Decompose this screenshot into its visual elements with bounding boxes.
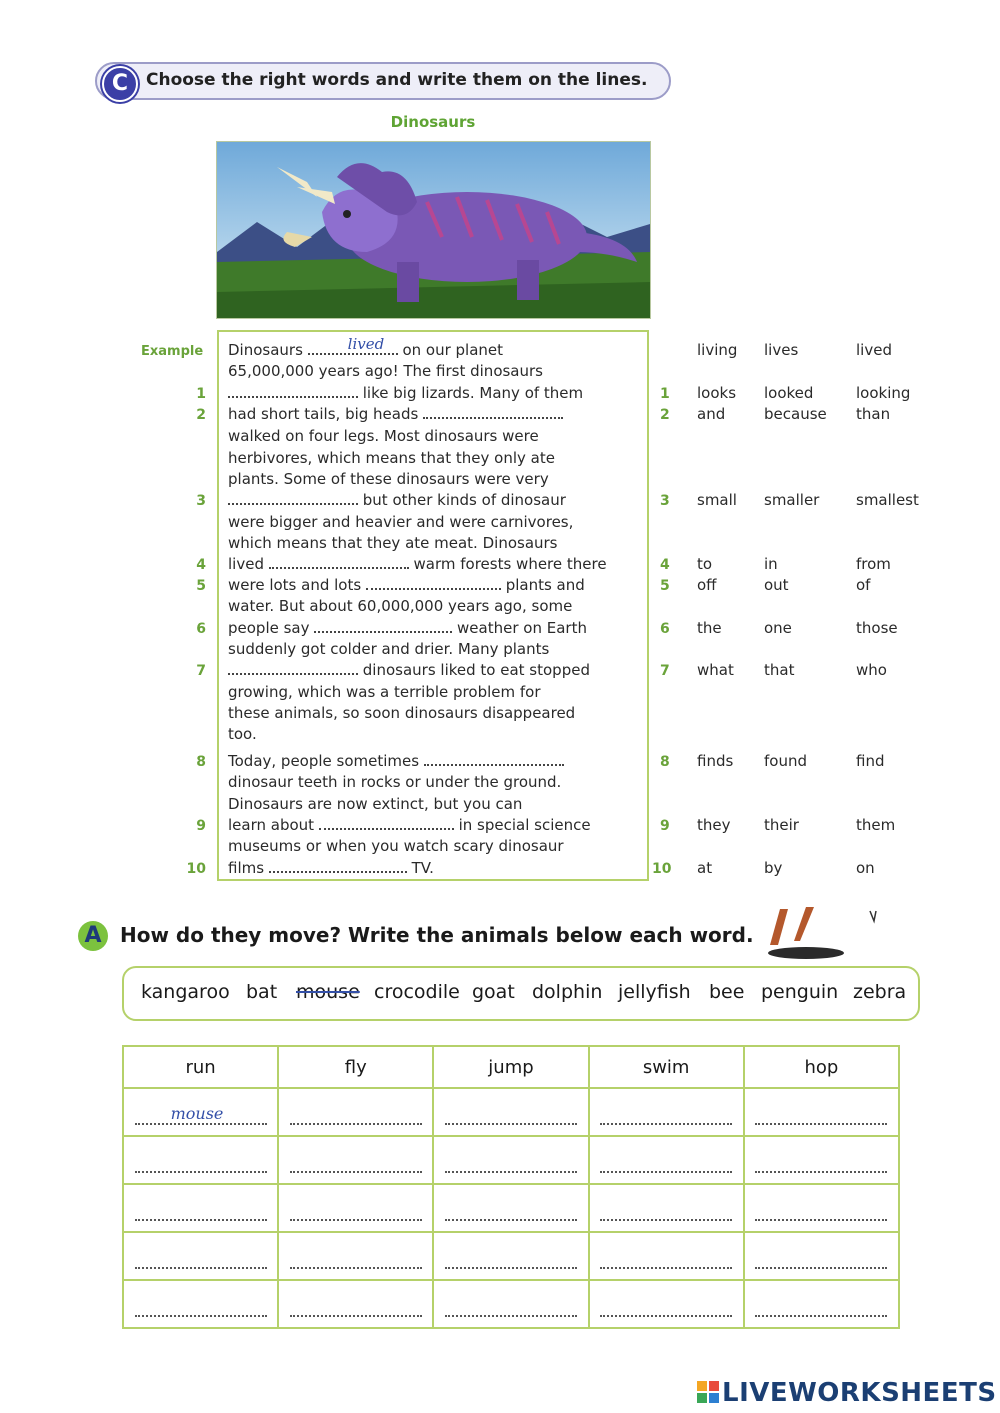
word-bank-word: penguin — [761, 981, 839, 1003]
option-word: what — [697, 661, 734, 679]
option-word: to — [697, 555, 713, 573]
section-a-badge: A — [78, 921, 108, 951]
passage-item-number: 1 — [196, 386, 206, 402]
passage-text: these animals, so soon dinosaurs disappeared — [228, 704, 576, 722]
passage-text: Dinosaurs are now extinct, but you can — [228, 795, 523, 813]
passage-line — [228, 449, 555, 467]
passage-text: water. But about 60,000,000 years ago, some — [228, 597, 573, 615]
answer-blank[interactable] — [755, 1203, 887, 1221]
passage-text: lived — [228, 555, 269, 573]
passage-item-number: 8 — [196, 754, 206, 770]
passage-text: museums or when you watch scary dinosaur — [228, 837, 564, 855]
option-number: 9 — [660, 818, 670, 834]
passage-line — [228, 362, 543, 380]
option-word: that — [764, 661, 795, 679]
liveworksheets-logo-icon — [697, 1381, 719, 1403]
passage-text: people say — [228, 619, 315, 637]
answer-blank[interactable] — [228, 384, 358, 398]
table-cell — [589, 1184, 744, 1232]
passage-text: like big lizards. Many of them — [358, 384, 584, 402]
passage-text: learn about — [228, 816, 319, 834]
table-cell — [744, 1232, 899, 1280]
passage-line — [228, 859, 434, 877]
word-bank-word: mouse — [296, 981, 360, 1003]
table-cell — [278, 1280, 433, 1328]
passage-text: in special science — [453, 816, 591, 834]
table-row — [123, 1136, 899, 1184]
passage-line — [228, 773, 561, 791]
passage-line — [228, 335, 504, 359]
passage-line — [228, 752, 564, 770]
answer-blank[interactable] — [290, 1107, 422, 1125]
answer-blank[interactable] — [228, 491, 358, 505]
passage-line — [228, 427, 539, 445]
passage-item-number: 6 — [196, 621, 206, 637]
movement-table — [122, 1045, 900, 1329]
passage-line — [228, 597, 572, 615]
table-cell — [744, 1184, 899, 1232]
option-word: and — [697, 405, 726, 423]
option-word: those — [856, 619, 898, 637]
answer-blank[interactable] — [135, 1203, 267, 1221]
passage-line — [228, 513, 573, 531]
option-word: they — [697, 816, 731, 834]
answer-blank[interactable] — [445, 1251, 577, 1269]
passage-line — [228, 816, 591, 834]
option-word: lived — [856, 341, 892, 359]
passage-line — [228, 619, 587, 637]
example-label: Example — [141, 344, 204, 359]
passage-item-number: 3 — [196, 493, 206, 509]
answer-blank[interactable] — [290, 1251, 422, 1269]
option-word: find — [856, 752, 885, 770]
passage-line — [228, 470, 549, 488]
answer-blank[interactable] — [319, 816, 454, 830]
answer-blank[interactable] — [290, 1155, 422, 1173]
answer-blank[interactable] — [755, 1107, 887, 1125]
column-header: hop — [744, 1046, 899, 1088]
example-answer: lived — [347, 335, 385, 353]
passage-text: 65,000,000 years ago! The first dinosaurs — [228, 362, 543, 380]
option-word: off — [697, 576, 717, 594]
answer-blank[interactable] — [445, 1203, 577, 1221]
table-cell — [433, 1088, 588, 1136]
word-bank-word: goat — [472, 981, 515, 1003]
table-cell — [278, 1232, 433, 1280]
passage-line — [228, 661, 590, 679]
table-cell — [744, 1280, 899, 1328]
passage-text: weather on Earth — [452, 619, 587, 637]
answer-blank[interactable] — [600, 1251, 732, 1269]
word-bank-word: dolphin — [532, 981, 603, 1003]
option-number: 2 — [660, 407, 670, 423]
passage-line — [228, 491, 566, 509]
table-cell — [278, 1136, 433, 1184]
passage-item-number: 4 — [196, 557, 206, 573]
word-bank-word: bat — [246, 981, 278, 1003]
answer-blank[interactable] — [600, 1203, 732, 1221]
passage-text: which means that they ate meat. Dinosaurs — [228, 534, 558, 552]
table-cell — [589, 1136, 744, 1184]
answer-blank[interactable] — [755, 1299, 887, 1317]
option-number: 6 — [660, 621, 670, 637]
option-word: on — [856, 859, 875, 877]
word-bank-word: kangaroo — [141, 981, 230, 1003]
table-cell — [278, 1184, 433, 1232]
option-word: smaller — [764, 491, 820, 509]
table-cell — [589, 1232, 744, 1280]
answer-blank[interactable] — [366, 576, 501, 590]
word-bank-word: crocodile — [374, 981, 460, 1003]
option-word: finds — [697, 752, 734, 770]
passage-text: dinosaurs liked to eat stopped — [358, 661, 590, 679]
answer-blank[interactable] — [308, 335, 398, 355]
word-bank-word: bee — [709, 981, 745, 1003]
section-a-instruction: How do they move? Write the animals below each word. — [120, 923, 754, 947]
option-word: them — [856, 816, 896, 834]
table-row — [123, 1280, 899, 1328]
passage-text: walked on four legs. Most dinosaurs were — [228, 427, 539, 445]
option-number: 3 — [660, 493, 670, 509]
passage-text: but other kinds of dinosaur — [358, 491, 566, 509]
passage-text: films — [228, 859, 269, 877]
option-word: smallest — [856, 491, 919, 509]
answer-blank[interactable] — [755, 1251, 887, 1269]
table-cell — [278, 1088, 433, 1136]
option-word: out — [764, 576, 789, 594]
story-title: Dinosaurs — [390, 113, 476, 131]
answer-blank[interactable] — [423, 405, 563, 419]
answer-blank[interactable] — [269, 859, 407, 873]
option-word: in — [764, 555, 778, 573]
column-header: jump — [433, 1046, 588, 1088]
option-word: because — [764, 405, 827, 423]
option-number: 1 — [660, 386, 670, 402]
answer-blank[interactable] — [228, 661, 358, 675]
option-word: lives — [764, 341, 799, 359]
passage-text: too. — [228, 725, 257, 743]
answer-blank[interactable] — [135, 1251, 267, 1269]
answer-blank[interactable] — [290, 1203, 422, 1221]
passage-text: suddenly got colder and drier. Many plants — [228, 640, 550, 658]
table-cell — [744, 1136, 899, 1184]
word-bank-word: zebra — [853, 981, 907, 1003]
table-cell — [744, 1088, 899, 1136]
triceratops-illustration — [216, 141, 651, 319]
option-word: who — [856, 661, 887, 679]
answer-blank[interactable] — [135, 1155, 267, 1173]
option-word: the — [697, 619, 722, 637]
answer-blank[interactable] — [445, 1155, 577, 1173]
option-word: found — [764, 752, 807, 770]
example-answer: mouse — [170, 1104, 224, 1123]
section-c-instruction: Choose the right words and write them on the lines. — [146, 70, 648, 90]
column-header: swim — [589, 1046, 744, 1088]
answer-blank[interactable] — [424, 752, 564, 766]
passage-text: TV. — [406, 859, 434, 877]
passage-line — [228, 405, 563, 423]
option-word: looking — [856, 384, 911, 402]
passage-line — [228, 576, 585, 594]
table-cell — [433, 1136, 588, 1184]
table-cell — [123, 1184, 278, 1232]
option-number: 5 — [660, 578, 670, 594]
option-number: 10 — [652, 861, 672, 877]
passage-item-number: 10 — [186, 861, 206, 877]
table-cell — [589, 1088, 744, 1136]
option-word: from — [856, 555, 891, 573]
passage-text: had short tails, big heads — [228, 405, 424, 423]
option-word: one — [764, 619, 792, 637]
answer-blank[interactable] — [600, 1155, 732, 1173]
passage-text: dinosaur teeth in rocks or under the ground. — [228, 773, 562, 791]
option-word: looked — [764, 384, 814, 402]
passage-text: growing, which was a terrible problem for — [228, 683, 541, 701]
table-cell — [123, 1280, 278, 1328]
passage-text: Today, people sometimes — [228, 752, 424, 770]
option-word: their — [764, 816, 799, 834]
passage-item-number: 9 — [196, 818, 206, 834]
table-cell — [589, 1280, 744, 1328]
answer-blank[interactable] — [445, 1299, 577, 1317]
passage-text: were bigger and heavier and were carnivores, — [228, 513, 574, 531]
passage-text: Dinosaurs — [228, 341, 308, 359]
passage-text: plants and — [500, 576, 585, 594]
answer-blank[interactable] — [600, 1107, 732, 1125]
table-cell — [123, 1136, 278, 1184]
option-word: than — [856, 405, 891, 423]
table-row — [123, 1232, 899, 1280]
passage-item-number: 2 — [196, 407, 206, 423]
answer-blank[interactable] — [135, 1299, 267, 1317]
passage-line — [228, 837, 564, 855]
option-number: 4 — [660, 557, 670, 573]
table-cell — [123, 1232, 278, 1280]
word-bank-word: jellyfish — [618, 981, 691, 1003]
option-word: at — [697, 859, 713, 877]
passage-line — [228, 725, 257, 743]
decoration-icon — [766, 905, 886, 963]
answer-blank[interactable] — [314, 619, 452, 633]
table-cell — [433, 1232, 588, 1280]
passage-text: on our planet — [397, 341, 504, 359]
passage-line — [228, 534, 558, 552]
passage-line — [228, 704, 575, 722]
liveworksheets-logo: LIVEWORKSHEETS — [722, 1378, 997, 1408]
option-word: living — [697, 341, 738, 359]
section-c-badge: C — [102, 66, 138, 102]
passage-text: herbivores, which means that they only ate — [228, 449, 555, 467]
passage-text: warm forests where there — [408, 555, 607, 573]
option-word: small — [697, 491, 737, 509]
column-header: fly — [278, 1046, 433, 1088]
option-word: looks — [697, 384, 737, 402]
table-cell — [123, 1088, 278, 1136]
passage-line — [228, 555, 607, 573]
passage-line — [228, 795, 522, 813]
answer-blank[interactable] — [135, 1104, 267, 1125]
column-header: run — [123, 1046, 278, 1088]
option-word: of — [856, 576, 871, 594]
table-row — [123, 1184, 899, 1232]
option-number: 7 — [660, 663, 670, 679]
table-row — [123, 1088, 899, 1136]
passage-text: were lots and lots — [228, 576, 366, 594]
answer-blank[interactable] — [269, 555, 409, 569]
passage-line — [228, 683, 541, 701]
table-cell — [433, 1280, 588, 1328]
option-word: by — [764, 859, 783, 877]
passage-line — [228, 640, 549, 658]
answer-blank[interactable] — [445, 1107, 577, 1125]
passage-item-number: 7 — [196, 663, 206, 679]
option-number: 8 — [660, 754, 670, 770]
answer-blank[interactable] — [290, 1299, 422, 1317]
answer-blank[interactable] — [755, 1155, 887, 1173]
answer-blank[interactable] — [600, 1299, 732, 1317]
passage-text: plants. Some of these dinosaurs were very — [228, 470, 549, 488]
table-cell — [433, 1184, 588, 1232]
passage-item-number: 5 — [196, 578, 206, 594]
passage-line — [228, 384, 583, 402]
